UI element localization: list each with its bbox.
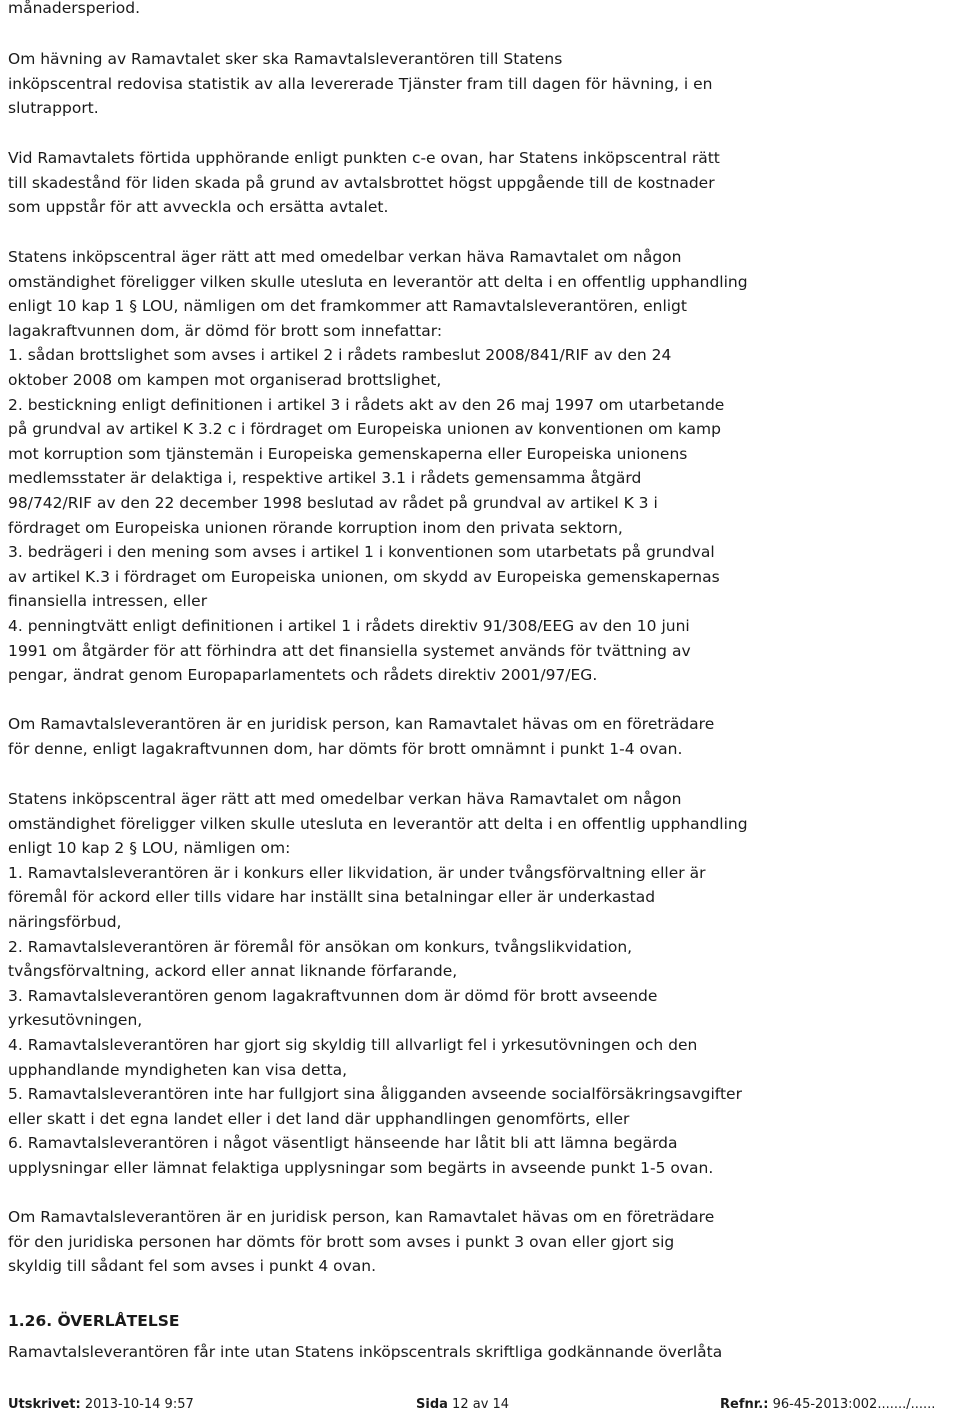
document-page: [8, 0, 952, 1415]
text-line: till skadestånd för liden skada på grund av avtalsbrottet högst uppgående till de kostnader: [8, 173, 715, 192]
footer-page-label: Sida: [416, 1397, 448, 1412]
text-line: 2. bestickning enligt definitionen i artikel 3 i rådets akt av den 26 maj 1997 om utarbetande: [8, 395, 725, 414]
footer-printed-value: 2013-10-14 9:57: [84, 1397, 194, 1412]
page-footer: [8, 1395, 952, 1415]
text-line: Om hävning av Ramavtalet sker ska Ramavtalsleverantören till Statens: [8, 50, 563, 68]
text-line: månadersperiod.: [8, 0, 141, 17]
footer-printed: [8, 1395, 194, 1415]
text-line: 1. sådan brottslighet som avses i artikel 2 i rådets rambeslut 2008/841/RIF av den 24: [8, 346, 672, 365]
text-line: mot korruption som tjänstemän i Europeiska gemenskaperna eller Europeiska unionens: [8, 444, 688, 463]
paragraph-exclusion-kap1: [8, 245, 952, 688]
text-line: oktober 2008 om kampen mot organiserad brottslighet,: [8, 370, 442, 389]
paragraph-legal-person-1: [8, 712, 952, 761]
text-line: lagakraftvunnen dom, är dömd för brott som innefattar:: [8, 321, 443, 340]
text-line: 3. Ramavtalsleverantören genom lagakraftvunnen dom är dömd för brott avseende: [8, 986, 658, 1005]
footer-printed-label: Utskrivet:: [8, 1397, 81, 1412]
text-line: av artikel K.3 i fördraget om Europeiska unionen, om skydd av Europeiska gemenskapernas: [8, 567, 720, 586]
text-line: omständighet föreligger vilken skulle utesluta en leverantör att delta i en offentlig upphandling: [8, 272, 748, 291]
text-line: 5. Ramavtalsleverantören inte har fullgjort sina åligganden avseende socialförsäkringsavgifter: [8, 1085, 742, 1104]
text-line: yrkesutövningen,: [8, 1011, 143, 1030]
text-line: enligt 10 kap 2 § LOU, nämligen om:: [8, 839, 291, 858]
footer-ref-label: Refnr.:: [720, 1397, 769, 1412]
text-line: slutrapport.: [8, 99, 99, 118]
section-body-text: Ramavtalsleverantören får inte utan Statens inköpscentrals skriftliga godkännande överlåta: [8, 1343, 723, 1361]
footer-page: [416, 1395, 509, 1415]
text-line: Vid Ramavtalets förtida upphörande enligt punkten c-e ovan, har Statens inköpscentral rätt: [8, 149, 720, 167]
footer-page-value: 12 av 14: [452, 1397, 510, 1412]
text-line: enligt 10 kap 1 § LOU, nämligen om det framkommer att Ramavtalsleverantören, enligt: [8, 297, 687, 316]
text-line: finansiella intressen, eller: [8, 592, 208, 611]
text-line: Om Ramavtalsleverantören är en juridisk person, kan Ramavtalet hävas om en företrädare: [8, 1208, 715, 1226]
text-line: för denne, enligt lagakraftvunnen dom, har dömts för brott omnämnt i punkt 1-4 ovan.: [8, 739, 683, 758]
text-line: på grundval av artikel K 3.2 c i fördraget om Europeiska unionen av konventionen om kamp: [8, 420, 721, 439]
footer-ref: [720, 1395, 935, 1415]
text-line: som uppstår för att avveckla och ersätta avtalet.: [8, 198, 389, 217]
text-line: 3. bedrägeri i den mening som avses i artikel 1 i konventionen som utarbetats på grundval: [8, 543, 715, 562]
text-line: 4. Ramavtalsleverantören har gjort sig skyldig till allvarligt fel i yrkesutövningen och den: [8, 1035, 698, 1054]
text-line: 1991 om åtgärder för att förhindra att det finansiella systemet används för tvättning av: [8, 641, 691, 660]
text-line: eller skatt i det egna landet eller i det land där upphandlingen genomförts, eller: [8, 1109, 630, 1128]
text-line: upplysningar eller lämnat felaktiga upplysningar som begärts in avseende punkt 1-5 ovan.: [8, 1158, 714, 1177]
text-line: näringsförbud,: [8, 912, 122, 931]
text-line: inköpscentral redovisa statistik av alla levererade Tjänster fram till dagen för hävning, i en: [8, 74, 713, 93]
paragraph-exclusion-kap2: [8, 787, 952, 1181]
text-line: 6. Ramavtalsleverantören i något väsentligt hänseende har låtit bli att lämna begärda: [8, 1134, 678, 1153]
text-line: Om Ramavtalsleverantören är en juridisk person, kan Ramavtalet hävas om en företrädare: [8, 715, 715, 733]
paragraph-period-end: [8, 0, 952, 21]
text-line: fördraget om Europeiska unionen rörande korruption inom den privata sektorn,: [8, 518, 623, 537]
footer-ref-value: 96-45-2013:002......./......: [772, 1397, 936, 1412]
text-line: medlemsstater är delaktiga i, respektive artikel 3.1 i rådets gemensamma åtgärd: [8, 469, 642, 488]
text-line: pengar, ändrat genom Europaparlamentets och rådets direktiv 2001/97/EG.: [8, 666, 598, 685]
text-line: 2. Ramavtalsleverantören är föremål för ansökan om konkurs, tvångslikvidation,: [8, 937, 633, 956]
text-line: 98/742/RIF av den 22 december 1998 beslutad av rådet på grundval av artikel K 3 i: [8, 493, 658, 512]
section-heading: 1.26. ÖVERLÅTELSE: [8, 1312, 180, 1330]
text-line: Statens inköpscentral äger rätt att med omedelbar verkan häva Ramavtalet om någon: [8, 790, 682, 808]
text-line: tvångsförvaltning, ackord eller annat liknande förfarande,: [8, 962, 458, 981]
text-line: upphandlande myndigheten kan visa detta,: [8, 1060, 348, 1079]
text-line: 4. penningtvätt enligt definitionen i artikel 1 i rådets direktiv 91/308/EEG av den 10 juni: [8, 616, 690, 635]
text-line: skyldig till sådant fel som avses i punkt 4 ovan.: [8, 1257, 377, 1276]
text-line: föremål för ackord eller tills vidare har inställt sina betalningar eller är underkastad: [8, 888, 656, 907]
text-line: omständighet föreligger vilken skulle utesluta en leverantör att delta i en offentlig upphandling: [8, 814, 748, 833]
text-line: 1. Ramavtalsleverantören är i konkurs eller likvidation, är under tvångsförvaltning eller är: [8, 863, 706, 882]
paragraph-damages: [8, 146, 952, 220]
paragraph-termination-report: [8, 47, 952, 121]
paragraph-legal-person-2: [8, 1205, 952, 1279]
text-line: Statens inköpscentral äger rätt att med omedelbar verkan häva Ramavtalet om någon: [8, 248, 682, 266]
text-line: för den juridiska personen har dömts för brott som avses i punkt 3 ovan eller gjort sig: [8, 1232, 675, 1251]
